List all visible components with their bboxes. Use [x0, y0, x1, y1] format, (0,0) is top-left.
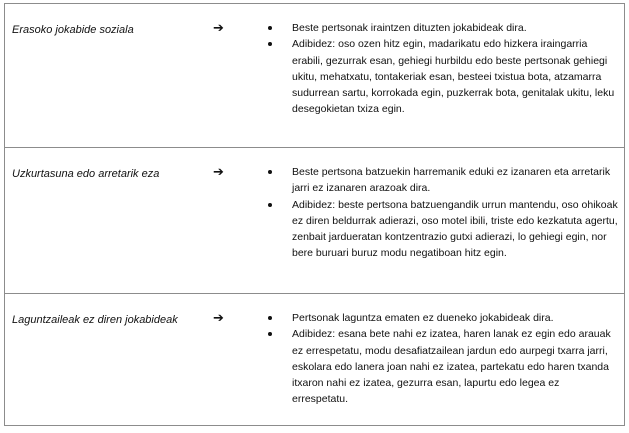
bullet-icon — [268, 316, 272, 320]
arrow-cell — [213, 148, 243, 294]
list-item-text: Adibidez: oso ozen hitz egin, madarikatu edo hizkera iraingarria erabili, gezurrak esan, gehiegi hurbildu edo beste pertsonak gehiegi ukitu, mehatxatu, tontakeriak esan, besteei txistua bota, atzamarra sudurrean sartu, korrokada egin, puzkerrak bota, genitalak ukitu, leku desegokietan txiza egin. — [292, 38, 615, 116]
list-item — [243, 197, 618, 262]
bullet-list — [243, 4, 624, 118]
list-item-text: Beste pertsonak iraintzen dituzten jokabideak dira. — [292, 22, 527, 34]
bullet-icon — [268, 42, 272, 46]
arrow-cell — [213, 4, 243, 148]
table-row — [5, 4, 625, 148]
right-arrow-icon: ➔ — [213, 164, 224, 179]
bullet-icon — [268, 170, 272, 174]
bullet-list — [243, 294, 624, 408]
right-arrow-icon: ➔ — [213, 20, 224, 35]
list-item-text: Beste pertsona batzuekin harremanik eduki ez izanaren eta arretarik jarri ez izanaren arazoak dira. — [292, 166, 611, 195]
bullet-list — [243, 148, 624, 262]
term-label: Uzkurtasuna edo arretarik eza — [12, 168, 160, 180]
list-item — [243, 20, 618, 36]
description-cell — [243, 294, 625, 426]
table-row — [5, 148, 625, 294]
bullet-icon — [268, 203, 272, 207]
term-cell — [5, 294, 214, 426]
list-item — [243, 36, 618, 117]
term-cell — [5, 4, 214, 148]
right-arrow-icon: ➔ — [213, 310, 224, 325]
description-cell — [243, 4, 625, 148]
list-item-text: Adibidez: beste pertsona batzuengandik urrun mantendu, oso ohikoak ez diren beldurrak adierazi, oso motel ibili, triste edo kezkatuta agertu, zenbait jardueratan kontzentrazio gutxi adierazi, lo gehiegi egin, nor bere buruari buruz modu negatiboan hitz egin. — [292, 198, 618, 260]
list-item — [243, 326, 618, 407]
table-row — [5, 294, 625, 426]
bullet-icon — [268, 26, 272, 30]
list-item-text: Adibidez: esana bete nahi ez izatea, haren lanak ez egin edo arauak ez errespetatu, modu desafiatzailean jardun edo aurpegi txarra jarri, eskolara edo lanera joan nahi ez izatea, partekatu edo haren txanda itxaron nahi ez izatea, gezurra esan, lapurtu edo legea ez errespetatu. — [292, 328, 611, 406]
behavior-table — [4, 3, 625, 426]
arrow-cell — [213, 294, 243, 426]
list-item — [243, 164, 618, 197]
list-item — [243, 310, 618, 326]
term-cell — [5, 148, 214, 294]
bullet-icon — [268, 332, 272, 336]
description-cell — [243, 148, 625, 294]
list-item-text: Pertsonak laguntza ematen ez dueneko jokabideak dira. — [292, 312, 554, 324]
term-label: Laguntzaileak ez diren jokabideak — [12, 314, 178, 326]
term-label: Erasoko jokabide soziala — [12, 24, 134, 36]
